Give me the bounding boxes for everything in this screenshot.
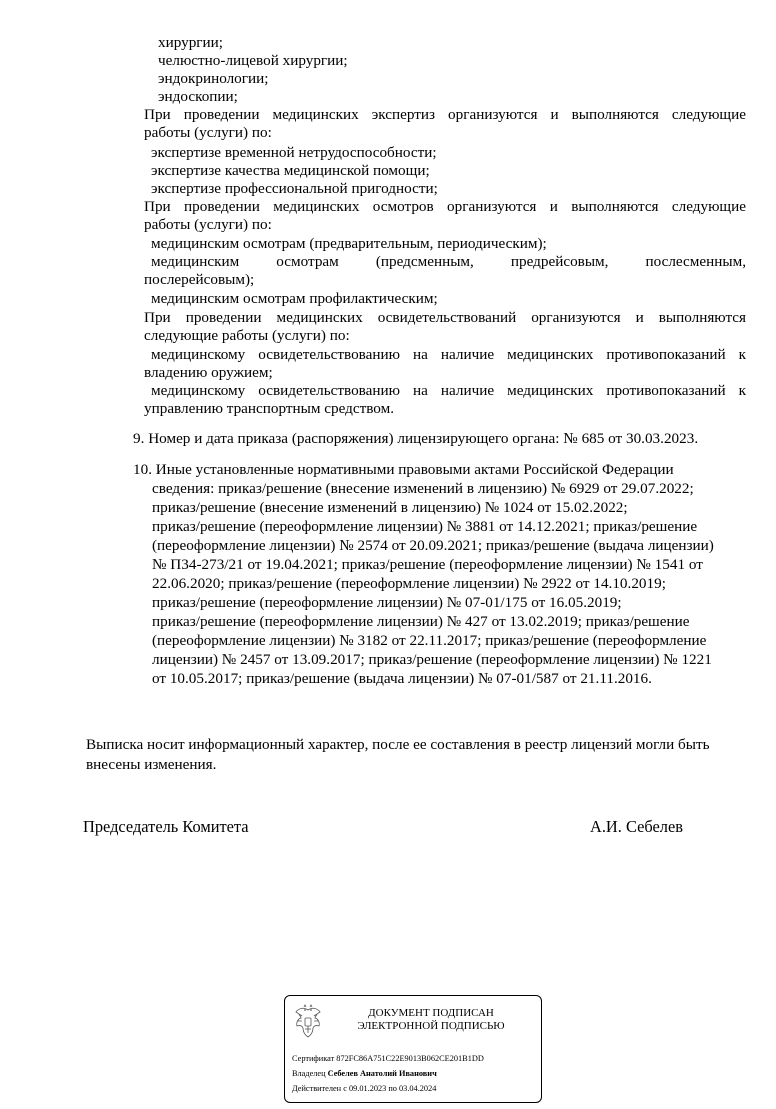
section-10-line: 22.06.2020; приказ/решение (переоформление лицензии) № 2922 от 14.10.2019; bbox=[152, 575, 666, 592]
section-10-title: 10. Иные установленные нормативными правовыми актами Российской Федерации bbox=[133, 461, 674, 478]
list-item: экспертизе временной нетрудоспособности; bbox=[151, 144, 437, 161]
stamp-owner bbox=[292, 1069, 437, 1079]
section-10-line: (переоформление лицензии) № 2574 от 20.09.2021; приказ/решение (выдача лицензии) bbox=[152, 537, 714, 554]
section-10-line: приказ/решение (переоформление лицензии) № 427 от 13.02.2019; приказ/решение bbox=[152, 613, 690, 630]
section-10-line: приказ/решение (переоформление лицензии) № 3881 от 14.12.2021; приказ/решение bbox=[152, 518, 698, 535]
paragraph-line: работы (услуги) по: bbox=[144, 216, 272, 233]
paragraph-line: следующие работы (услуги) по: bbox=[144, 327, 350, 344]
paragraph-line: При проведении медицинских экспертиз организуются и выполняются следующие bbox=[144, 106, 746, 123]
stamp-certificate: Сертификат 872FC86A751C22E9013B062CE201B1DD bbox=[292, 1054, 484, 1063]
section-9: 9. Номер и дата приказа (распоряжения) лицензирующего органа: № 685 от 30.03.2023. bbox=[133, 430, 699, 447]
section-10-line: сведения: приказ/решение (внесение изменений в лицензию) № 6929 от 29.07.2022; bbox=[152, 480, 694, 497]
section-10-line: от 10.05.2017; приказ/решение (выдача лицензии) № 07-01/587 от 21.11.2016. bbox=[152, 670, 652, 687]
signer-name: А.И. Себелев bbox=[590, 817, 683, 836]
list-item: медицинским осмотрам (предсменным, предрейсовым, послесменным, bbox=[151, 253, 746, 270]
stamp-subtitle: ЭЛЕКТРОННОЙ ПОДПИСЬЮ bbox=[357, 1020, 505, 1032]
stamp-title: ДОКУМЕНТ ПОДПИСАН bbox=[368, 1007, 494, 1019]
list-item: хирургии; bbox=[158, 34, 224, 51]
stamp-owner-name: Себелев Анатолий Иванович bbox=[327, 1069, 437, 1078]
list-item: медицинскому освидетельствованию на наличие медицинских противопоказаний к bbox=[151, 382, 746, 399]
stamp-owner-label: Владелец bbox=[292, 1069, 326, 1078]
section-10-line: № П34-273/21 от 19.04.2021; приказ/решение (переоформление лицензии) № 1541 от bbox=[152, 556, 703, 573]
list-item: медицинским осмотрам профилактическим; bbox=[151, 290, 438, 307]
list-item: владению оружием; bbox=[144, 364, 273, 381]
list-item: эндокринологии; bbox=[158, 70, 269, 87]
list-item: экспертизе качества медицинской помощи; bbox=[151, 162, 430, 179]
paragraph-line: работы (услуги) по: bbox=[144, 124, 272, 141]
list-item: послерейсовым); bbox=[144, 271, 255, 288]
list-item: челюстно-лицевой хирургии; bbox=[158, 52, 348, 69]
stamp-validity: Действителен с 09.01.2023 по 03.04.2024 bbox=[292, 1084, 437, 1093]
signer-position: Председатель Комитета bbox=[83, 817, 249, 836]
section-10-line: приказ/решение (переоформление лицензии) № 07-01/175 от 16.05.2019; bbox=[152, 594, 622, 611]
disclaimer-line: внесены изменения. bbox=[86, 756, 217, 773]
disclaimer-line: Выписка носит информационный характер, после ее составления в реестр лицензий могли быть bbox=[86, 736, 710, 753]
section-10-line: (переоформление лицензии) № 3182 от 22.11.2017; приказ/решение (переоформление bbox=[152, 632, 707, 649]
list-item: медицинскому освидетельствованию на наличие медицинских противопоказаний к bbox=[151, 346, 746, 363]
list-item: эндоскопии; bbox=[158, 88, 238, 105]
paragraph-line: При проведении медицинских освидетельствований организуются и выполняются bbox=[144, 309, 746, 326]
paragraph-line: При проведении медицинских осмотров организуются и выполняются следующие bbox=[144, 198, 746, 215]
list-item: управлению транспортным средством. bbox=[144, 400, 395, 417]
list-item: экспертизе профессиональной пригодности; bbox=[151, 180, 438, 197]
section-10-line: лицензии) № 2457 от 13.09.2017; приказ/решение (переоформление лицензии) № 1221 bbox=[152, 651, 712, 668]
e-signature-stamp bbox=[284, 995, 542, 1103]
list-item: медицинским осмотрам (предварительным, периодическим); bbox=[151, 235, 547, 252]
section-10-line: приказ/решение (внесение изменений в лицензию) № 1024 от 15.02.2022; bbox=[152, 499, 628, 516]
